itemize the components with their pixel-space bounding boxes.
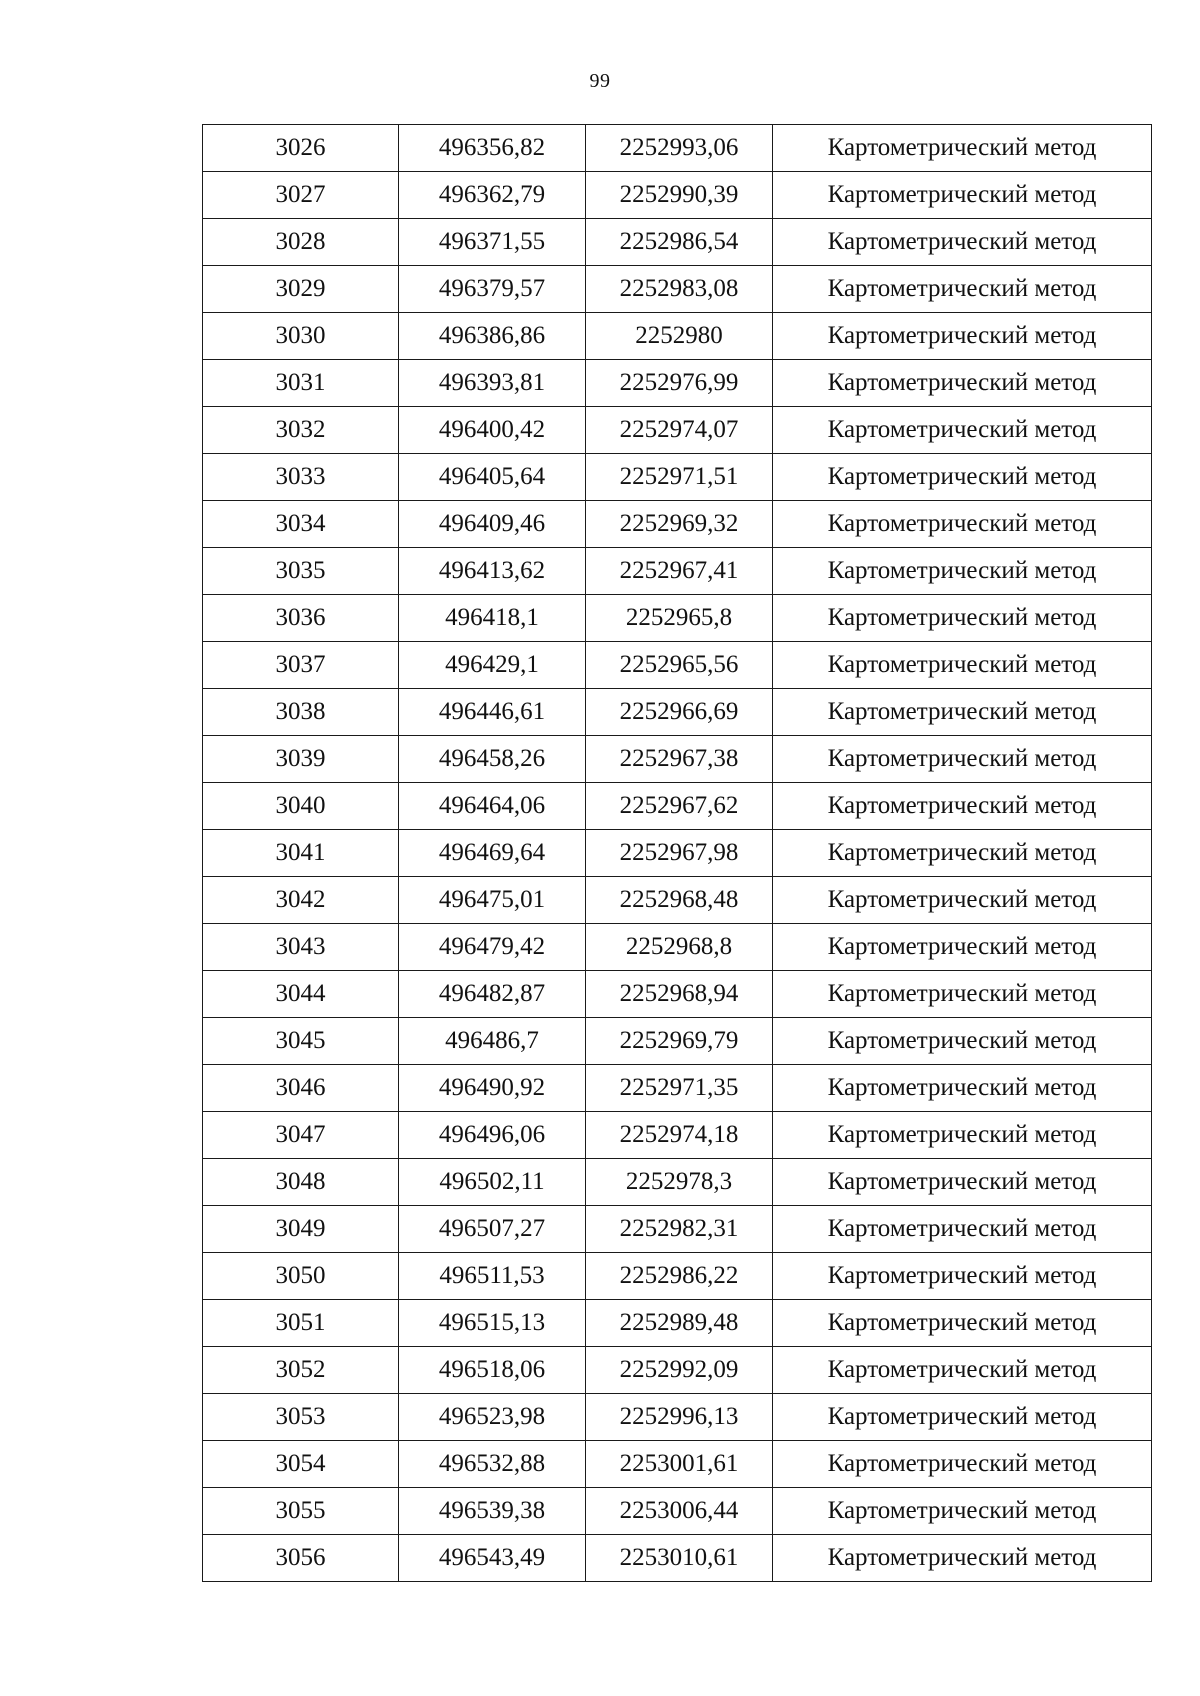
table-row bbox=[203, 1253, 1152, 1300]
y-coordinate-cell: 2252978,3 bbox=[586, 1159, 773, 1206]
table-row bbox=[203, 501, 1152, 548]
x-coordinate-cell: 496507,27 bbox=[399, 1206, 586, 1253]
x-coordinate-cell: 496532,88 bbox=[399, 1441, 586, 1488]
table-row bbox=[203, 924, 1152, 971]
coordinates-table-body bbox=[203, 125, 1152, 1582]
y-coordinate-cell: 2253006,44 bbox=[586, 1488, 773, 1535]
point-number-cell: 3039 bbox=[203, 736, 399, 783]
y-coordinate-cell: 2252992,09 bbox=[586, 1347, 773, 1394]
point-number-cell: 3040 bbox=[203, 783, 399, 830]
method-cell: Картометрический метод bbox=[773, 783, 1152, 830]
table-row bbox=[203, 1488, 1152, 1535]
table-row bbox=[203, 1347, 1152, 1394]
table-row bbox=[203, 548, 1152, 595]
x-coordinate-cell: 496400,42 bbox=[399, 407, 586, 454]
y-coordinate-cell: 2252976,99 bbox=[586, 360, 773, 407]
table-row bbox=[203, 219, 1152, 266]
x-coordinate-cell: 496379,57 bbox=[399, 266, 586, 313]
method-cell: Картометрический метод bbox=[773, 172, 1152, 219]
method-cell: Картометрический метод bbox=[773, 1300, 1152, 1347]
y-coordinate-cell: 2252967,62 bbox=[586, 783, 773, 830]
x-coordinate-cell: 496393,81 bbox=[399, 360, 586, 407]
x-coordinate-cell: 496511,53 bbox=[399, 1253, 586, 1300]
y-coordinate-cell: 2252986,22 bbox=[586, 1253, 773, 1300]
method-cell: Картометрический метод bbox=[773, 1535, 1152, 1582]
y-coordinate-cell: 2252983,08 bbox=[586, 266, 773, 313]
method-cell: Картометрический метод bbox=[773, 595, 1152, 642]
x-coordinate-cell: 496446,61 bbox=[399, 689, 586, 736]
x-coordinate-cell: 496356,82 bbox=[399, 125, 586, 172]
point-number-cell: 3028 bbox=[203, 219, 399, 266]
x-coordinate-cell: 496464,06 bbox=[399, 783, 586, 830]
method-cell: Картометрический метод bbox=[773, 360, 1152, 407]
method-cell: Картометрический метод bbox=[773, 548, 1152, 595]
point-number-cell: 3036 bbox=[203, 595, 399, 642]
method-cell: Картометрический метод bbox=[773, 924, 1152, 971]
coordinates-table bbox=[202, 124, 1152, 1582]
y-coordinate-cell: 2252965,56 bbox=[586, 642, 773, 689]
point-number-cell: 3054 bbox=[203, 1441, 399, 1488]
method-cell: Картометрический метод bbox=[773, 407, 1152, 454]
point-number-cell: 3052 bbox=[203, 1347, 399, 1394]
x-coordinate-cell: 496539,38 bbox=[399, 1488, 586, 1535]
y-coordinate-cell: 2253001,61 bbox=[586, 1441, 773, 1488]
method-cell: Картометрический метод bbox=[773, 1441, 1152, 1488]
y-coordinate-cell: 2252993,06 bbox=[586, 125, 773, 172]
x-coordinate-cell: 496362,79 bbox=[399, 172, 586, 219]
point-number-cell: 3029 bbox=[203, 266, 399, 313]
point-number-cell: 3037 bbox=[203, 642, 399, 689]
table-row bbox=[203, 1018, 1152, 1065]
x-coordinate-cell: 496496,06 bbox=[399, 1112, 586, 1159]
x-coordinate-cell: 496543,49 bbox=[399, 1535, 586, 1582]
table-row bbox=[203, 1112, 1152, 1159]
y-coordinate-cell: 2253010,61 bbox=[586, 1535, 773, 1582]
point-number-cell: 3050 bbox=[203, 1253, 399, 1300]
table-row bbox=[203, 830, 1152, 877]
x-coordinate-cell: 496371,55 bbox=[399, 219, 586, 266]
x-coordinate-cell: 496523,98 bbox=[399, 1394, 586, 1441]
point-number-cell: 3044 bbox=[203, 971, 399, 1018]
table-row bbox=[203, 783, 1152, 830]
table-row bbox=[203, 1300, 1152, 1347]
point-number-cell: 3041 bbox=[203, 830, 399, 877]
table-row bbox=[203, 877, 1152, 924]
point-number-cell: 3051 bbox=[203, 1300, 399, 1347]
y-coordinate-cell: 2252967,98 bbox=[586, 830, 773, 877]
x-coordinate-cell: 496469,64 bbox=[399, 830, 586, 877]
table-row bbox=[203, 971, 1152, 1018]
x-coordinate-cell: 496518,06 bbox=[399, 1347, 586, 1394]
table-row bbox=[203, 1535, 1152, 1582]
method-cell: Картометрический метод bbox=[773, 971, 1152, 1018]
method-cell: Картометрический метод bbox=[773, 313, 1152, 360]
y-coordinate-cell: 2252982,31 bbox=[586, 1206, 773, 1253]
table-row bbox=[203, 407, 1152, 454]
x-coordinate-cell: 496515,13 bbox=[399, 1300, 586, 1347]
y-coordinate-cell: 2252971,35 bbox=[586, 1065, 773, 1112]
point-number-cell: 3038 bbox=[203, 689, 399, 736]
table-row bbox=[203, 313, 1152, 360]
table-row bbox=[203, 172, 1152, 219]
table-row bbox=[203, 1159, 1152, 1206]
y-coordinate-cell: 2252967,41 bbox=[586, 548, 773, 595]
method-cell: Картометрический метод bbox=[773, 736, 1152, 783]
point-number-cell: 3048 bbox=[203, 1159, 399, 1206]
point-number-cell: 3031 bbox=[203, 360, 399, 407]
x-coordinate-cell: 496418,1 bbox=[399, 595, 586, 642]
y-coordinate-cell: 2252969,79 bbox=[586, 1018, 773, 1065]
point-number-cell: 3026 bbox=[203, 125, 399, 172]
point-number-cell: 3047 bbox=[203, 1112, 399, 1159]
method-cell: Картометрический метод bbox=[773, 642, 1152, 689]
x-coordinate-cell: 496405,64 bbox=[399, 454, 586, 501]
table-row bbox=[203, 642, 1152, 689]
y-coordinate-cell: 2252968,8 bbox=[586, 924, 773, 971]
y-coordinate-cell: 2252974,07 bbox=[586, 407, 773, 454]
point-number-cell: 3053 bbox=[203, 1394, 399, 1441]
point-number-cell: 3045 bbox=[203, 1018, 399, 1065]
method-cell: Картометрический метод bbox=[773, 689, 1152, 736]
y-coordinate-cell: 2252990,39 bbox=[586, 172, 773, 219]
page-number: 99 bbox=[589, 70, 611, 92]
method-cell: Картометрический метод bbox=[773, 1206, 1152, 1253]
table-row bbox=[203, 125, 1152, 172]
x-coordinate-cell: 496458,26 bbox=[399, 736, 586, 783]
x-coordinate-cell: 496502,11 bbox=[399, 1159, 586, 1206]
point-number-cell: 3030 bbox=[203, 313, 399, 360]
point-number-cell: 3046 bbox=[203, 1065, 399, 1112]
point-number-cell: 3055 bbox=[203, 1488, 399, 1535]
method-cell: Картометрический метод bbox=[773, 1018, 1152, 1065]
point-number-cell: 3056 bbox=[203, 1535, 399, 1582]
x-coordinate-cell: 496490,92 bbox=[399, 1065, 586, 1112]
method-cell: Картометрический метод bbox=[773, 1065, 1152, 1112]
point-number-cell: 3034 bbox=[203, 501, 399, 548]
method-cell: Картометрический метод bbox=[773, 1159, 1152, 1206]
method-cell: Картометрический метод bbox=[773, 125, 1152, 172]
x-coordinate-cell: 496475,01 bbox=[399, 877, 586, 924]
method-cell: Картометрический метод bbox=[773, 877, 1152, 924]
y-coordinate-cell: 2252980 bbox=[586, 313, 773, 360]
method-cell: Картометрический метод bbox=[773, 830, 1152, 877]
y-coordinate-cell: 2252969,32 bbox=[586, 501, 773, 548]
table-row bbox=[203, 1441, 1152, 1488]
x-coordinate-cell: 496486,7 bbox=[399, 1018, 586, 1065]
y-coordinate-cell: 2252966,69 bbox=[586, 689, 773, 736]
point-number-cell: 3043 bbox=[203, 924, 399, 971]
method-cell: Картометрический метод bbox=[773, 219, 1152, 266]
method-cell: Картометрический метод bbox=[773, 501, 1152, 548]
x-coordinate-cell: 496413,62 bbox=[399, 548, 586, 595]
x-coordinate-cell: 496386,86 bbox=[399, 313, 586, 360]
method-cell: Картометрический метод bbox=[773, 1347, 1152, 1394]
point-number-cell: 3049 bbox=[203, 1206, 399, 1253]
point-number-cell: 3042 bbox=[203, 877, 399, 924]
y-coordinate-cell: 2252971,51 bbox=[586, 454, 773, 501]
point-number-cell: 3035 bbox=[203, 548, 399, 595]
table-row bbox=[203, 1394, 1152, 1441]
method-cell: Картометрический метод bbox=[773, 1394, 1152, 1441]
table-row bbox=[203, 454, 1152, 501]
y-coordinate-cell: 2252968,48 bbox=[586, 877, 773, 924]
table-row bbox=[203, 1206, 1152, 1253]
table-row bbox=[203, 360, 1152, 407]
method-cell: Картометрический метод bbox=[773, 454, 1152, 501]
table-row bbox=[203, 736, 1152, 783]
y-coordinate-cell: 2252986,54 bbox=[586, 219, 773, 266]
table-row bbox=[203, 1065, 1152, 1112]
x-coordinate-cell: 496479,42 bbox=[399, 924, 586, 971]
table-row bbox=[203, 689, 1152, 736]
method-cell: Картометрический метод bbox=[773, 1488, 1152, 1535]
y-coordinate-cell: 2252968,94 bbox=[586, 971, 773, 1018]
y-coordinate-cell: 2252996,13 bbox=[586, 1394, 773, 1441]
y-coordinate-cell: 2252974,18 bbox=[586, 1112, 773, 1159]
table-row bbox=[203, 595, 1152, 642]
y-coordinate-cell: 2252967,38 bbox=[586, 736, 773, 783]
x-coordinate-cell: 496409,46 bbox=[399, 501, 586, 548]
method-cell: Картометрический метод bbox=[773, 1253, 1152, 1300]
x-coordinate-cell: 496429,1 bbox=[399, 642, 586, 689]
table-row bbox=[203, 266, 1152, 313]
point-number-cell: 3033 bbox=[203, 454, 399, 501]
method-cell: Картометрический метод bbox=[773, 1112, 1152, 1159]
x-coordinate-cell: 496482,87 bbox=[399, 971, 586, 1018]
y-coordinate-cell: 2252989,48 bbox=[586, 1300, 773, 1347]
point-number-cell: 3032 bbox=[203, 407, 399, 454]
y-coordinate-cell: 2252965,8 bbox=[586, 595, 773, 642]
method-cell: Картометрический метод bbox=[773, 266, 1152, 313]
point-number-cell: 3027 bbox=[203, 172, 399, 219]
